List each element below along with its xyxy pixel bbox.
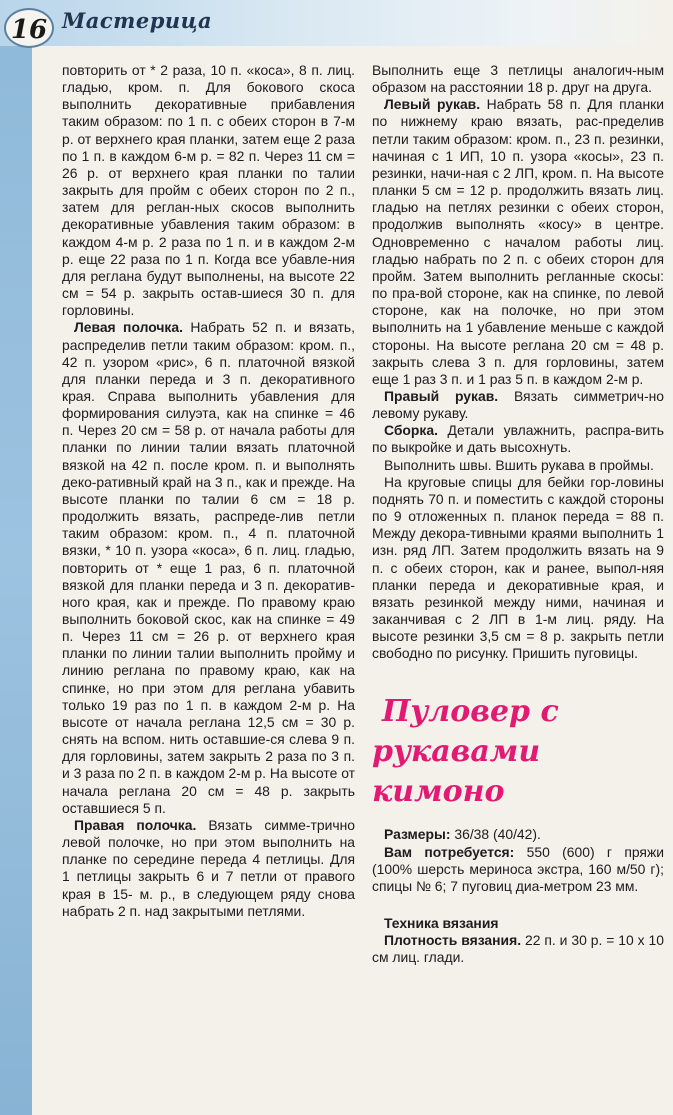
heading-materials: Вам потребуется: — [384, 843, 515, 860]
text-density: 22 п. и 30 р. = 10 х 10 см лиц. глади. — [372, 932, 664, 966]
paragraph-left-front — [62, 319, 355, 817]
magazine-name: Мастерица — [62, 8, 213, 33]
heading-right-sleeve: Правый рукав. — [384, 387, 499, 404]
paragraph-right-sleeve — [372, 388, 664, 422]
left-blue-strip — [0, 0, 32, 1115]
heading-left-front: Левая полочка. — [74, 319, 183, 336]
page-number: 16 — [4, 8, 54, 48]
heading-sizes: Размеры: — [384, 826, 451, 843]
paragraph-sizes — [372, 826, 664, 843]
paragraph-left-sleeve — [372, 96, 664, 388]
paragraph-materials — [372, 844, 664, 895]
spacer — [372, 662, 664, 692]
paragraph-seams: Выполнить швы. Вшить рукава в проймы. — [384, 456, 654, 473]
spacer — [372, 895, 664, 915]
paragraph-assembly — [372, 422, 664, 456]
paragraph-back-continued: повторить от * 2 раза, 10 п. «коса», 8 п. лиц. гладью, кром. п. Для бокового скоса выполнить декоративные прибавления таким образом: по 1 п. с обеих сторон в 7-м р. от верхнего края планки, затем еще 2 раза по 1 п. в каждом 6-м р. = 82 п. Через 11 см = 26 р. от верхнего края планки по талии закрыть для пройм с обеих сторон по 2 п., затем для реглан-ных скосов выполнить декоративные убавления таким образом: в каждом 4-м р. 2 раза по 1 п. и в каждом 2-м р. еще 22 раза по 1 п. Когда все убавле-ния для реглана будут выполнены, на высоте 22 см = 54 р. закрыть остав-шиеся 30 п. для горловины. — [62, 62, 355, 319]
article-title — [372, 692, 664, 812]
text-left-sleeve: Набрать 58 п. Для планки по нижнему краю вязать, рас-пределив петли таким образом: кром. п., 23 п. резинки, начиная с 1 ИП, 10 п. узора «косы», 23 п. резинки, начи-ная с 2 ЛП, кром. п. На высоте планки 5 см = 12 р. продолжить вязать лиц. гладью на петлях резинки с обеих сторон, продолжив выполнять «косу» в центре. Одновременно с началом работы лиц. гладью набрать по 2 п. с обеих сторон для пройм. Затем выполнить регланные скосы: по пра-вой стороне, как на спинке, по левой стороне, как на полочке, но при этом выполнить на 1 убавление меньше с каждой стороны. На высоте реглана 20 см = 48 р. закрыть слева 3 п. для горловины, затем еще 1 раз 3 п. и 1 раз 5 п. в каждом 2-м р. — [372, 96, 664, 387]
title-line-1: Пуловер с — [382, 694, 559, 730]
paragraph-neckband: На круговые спицы для бейки гор-ловины поднять 70 п. и поместить с каждой стороны по 9 отложенных п. планок переда = 88 п. Между декора-тивными краями выполнить 1 изн. ряд ЛП. Затем продолжить вязать на 9 п. с обеих сторон, как и ранее, выпол-няя планки переда и декоративные края, и вязать резинкой между ними, начиная и заканчивая с 2 ЛП в 1-м лиц. ряду. На высоте резинки 3,5 см = 8 р. закрыть петли свободно по рисунку. Пришить пуговицы. — [372, 473, 664, 662]
text-right-sleeve: Вязать симметрич-но левому рукаву. — [372, 387, 664, 422]
heading-assembly: Сборка. — [384, 422, 438, 439]
text-assembly: Детали увлажнить, распра-вить по выкройке и дать высохнуть. — [372, 422, 664, 456]
heading-left-sleeve: Левый рукав. — [384, 96, 481, 113]
paragraph-density — [372, 932, 664, 966]
heading-density: Плотность вязания. — [384, 932, 522, 949]
text-sizes: 36/38 (40/42). — [450, 826, 541, 843]
page-header — [0, 0, 673, 46]
paragraph-buttonholes: Выполнить еще 3 петлицы аналогич-ным образом на расстоянии 18 р. друг на друга. — [372, 62, 664, 96]
right-column — [372, 62, 664, 967]
text-materials: 550 (600) г пряжи (100% шерсть мериноса экстра, 160 м/50 г); спицы № 6; 7 пуговиц диа-метром 23 мм. — [372, 843, 664, 894]
heading-technique: Техника вязания — [384, 915, 499, 932]
spacer — [372, 812, 664, 826]
title-line-2: рукавами кимоно — [372, 734, 541, 810]
text-left-front: Набрать 52 п. и вязать, распределив петли таким образом: кром. п., 42 п. узором «рис», 6 п. платочной вязкой для планки переда и 3 п. декоративного края. Справа выполнить убавления для формирования силуэта, как на спинке = 46 п. Через 20 см = 58 р. от начала работы для планки по линии талии вязать платочной вязкой на 42 п. после кром. п. и выполнять деко-ративный край на 3 п., как и прежде. На высоте планки по талии 6 см = 18 р. продолжить вязать, распреде-лив петли таким образом: кром. п., 4 п. платочной вязки, * 10 п. узора «коса», 6 п. лиц. гладью, повторить от * еще 1 раз, 6 п. платочной вязкой для планки переда и 3 п. декоратив-ного края, как и прежде. По правому краю выполнить боковой скос, как на спинке = 49 п. Через 11 см = 26 р. от верхнего края планки по линии талии выполнить пройму и линию реглана по правому краю, как на спинке, но при этом для реглана убавить только 19 раз по 1 п. в каждом 2-м р. На высоте от начала реглана 12,5 см = 30 р. снять на вспом. нить оставшие-ся слева 9 п. для горловины, затем закрыть 2 раза по 3 п. и 3 раза по 2 п. в каждом 2-м р. На высоте от начала реглана 20 см = 48 р. закрыть оставшиеся 5 п. — [62, 319, 355, 816]
paragraph-right-front — [62, 817, 355, 920]
text-right-front: Вязать симме-трично левой полочке, но при этом выполнить на планке по середине переда 4 петлицы. Для 1 петлицы закрыть 6 и 7 петли от правого края в 15- м. р., в следующем ряду снова набрать 2 п. над закрытыми петлями. — [62, 816, 355, 919]
left-column — [62, 62, 355, 920]
heading-right-front: Правая полочка. — [74, 816, 197, 833]
